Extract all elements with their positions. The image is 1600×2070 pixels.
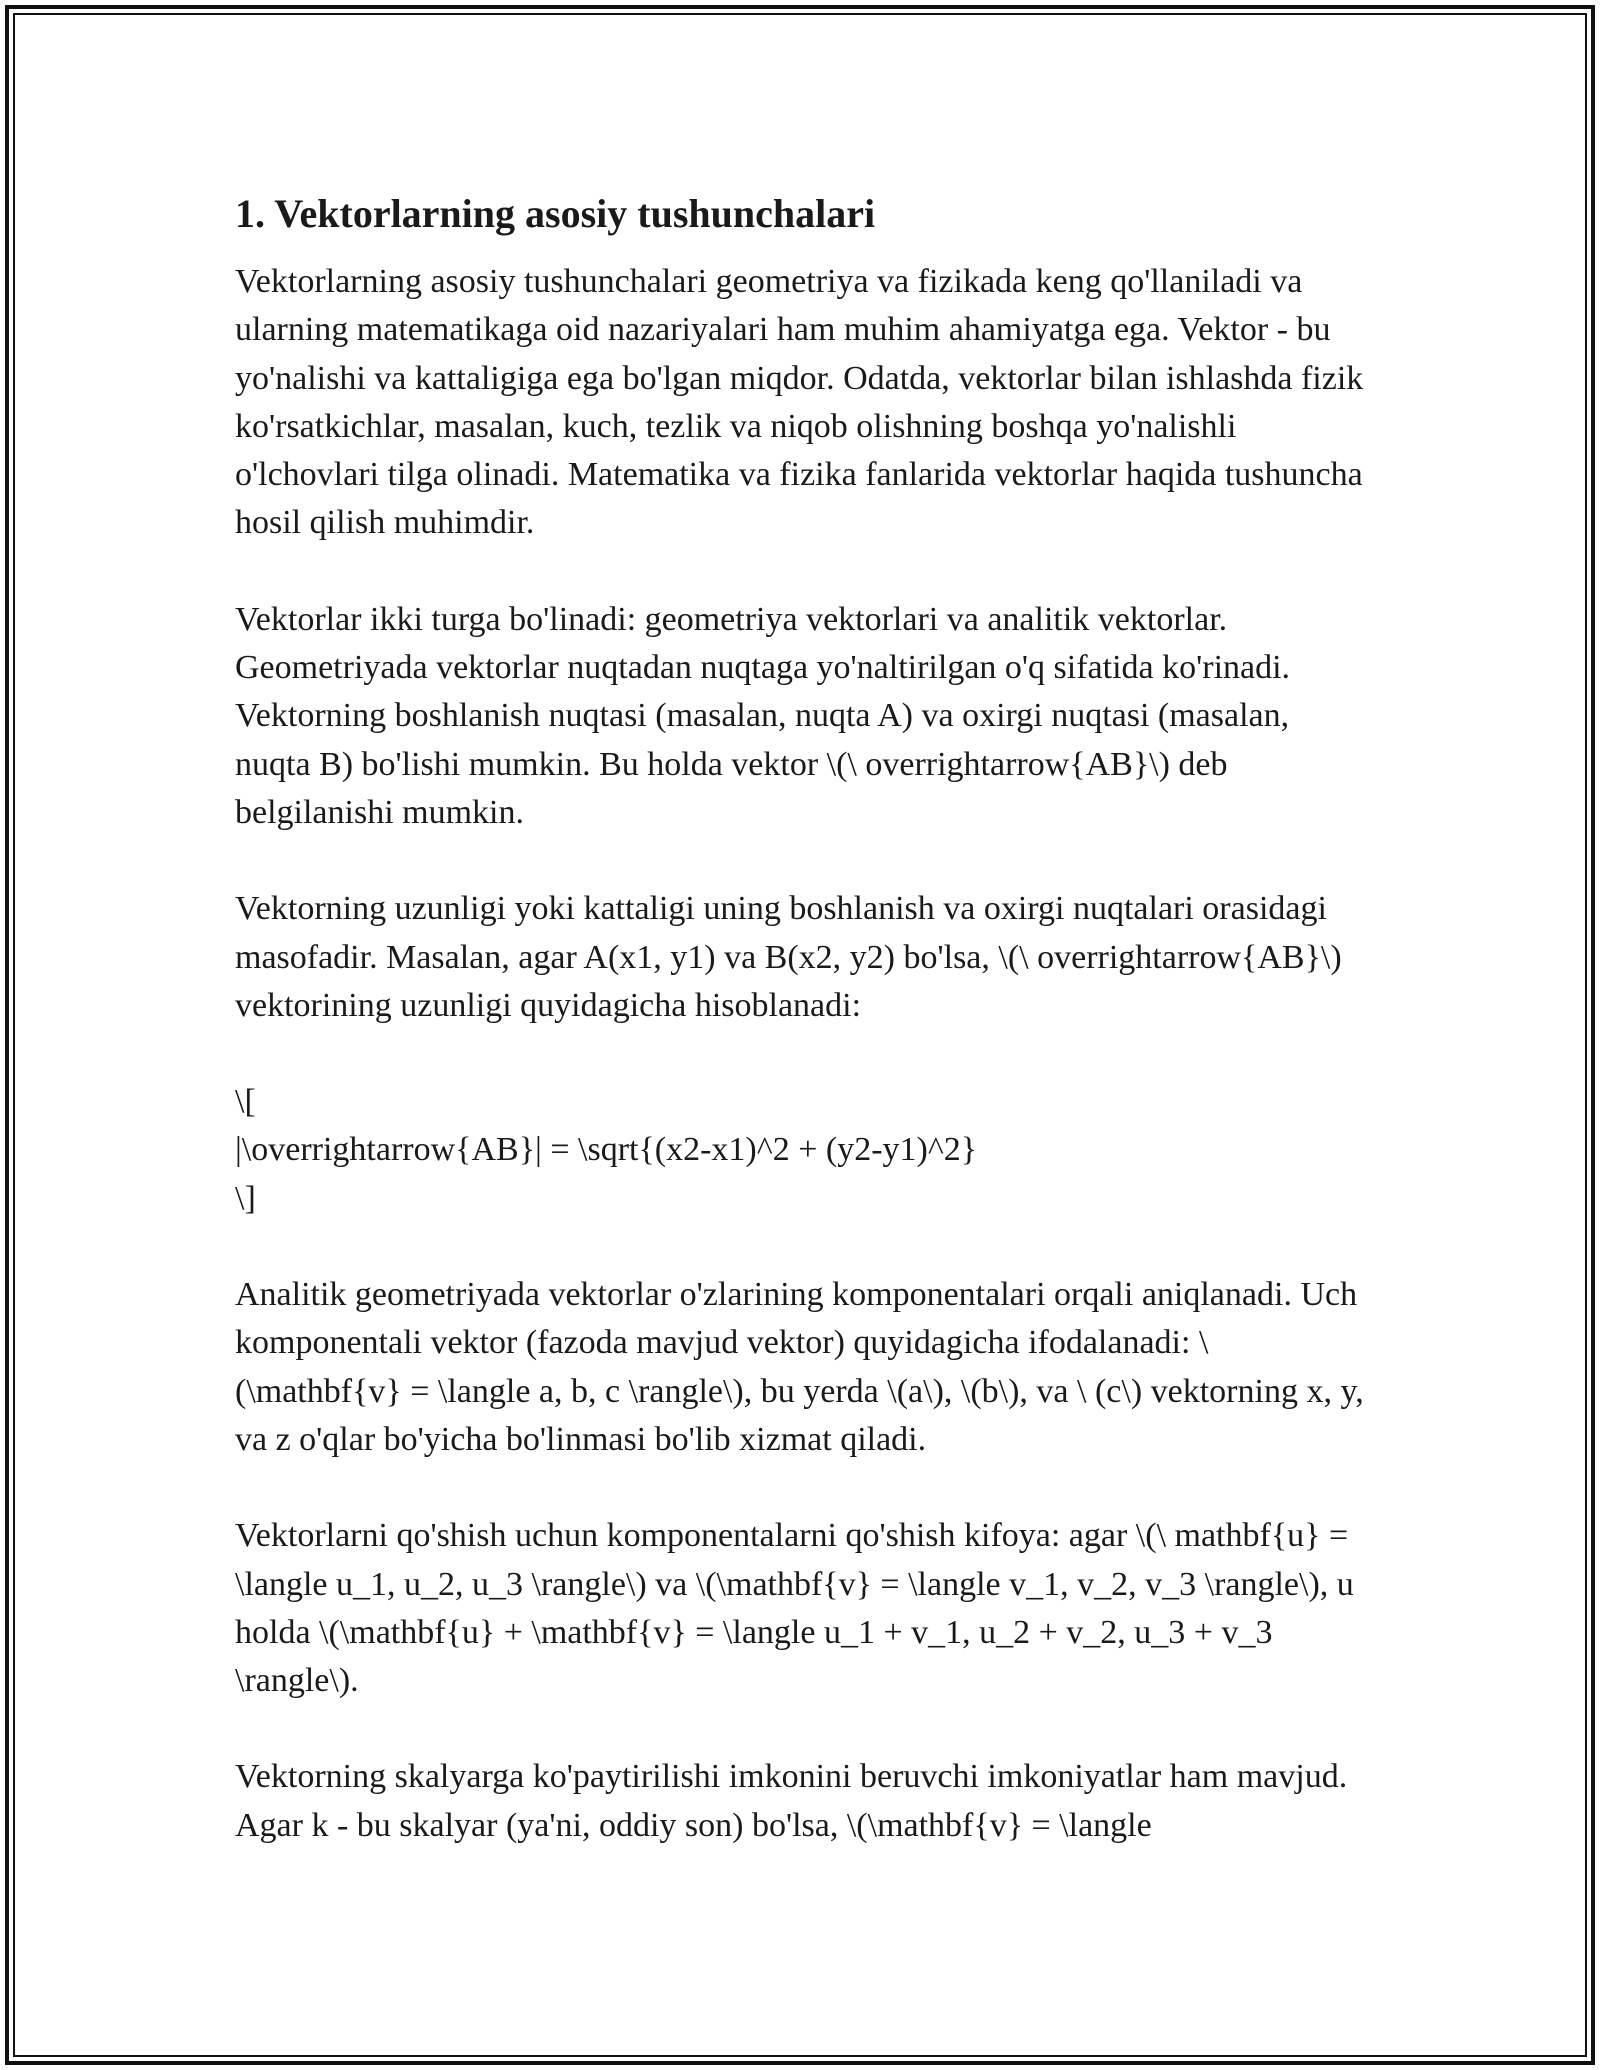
- length-formula: [235, 1078, 1365, 1223]
- section-heading: 1. Vektorlarning asosiy tushunchalari: [235, 191, 876, 236]
- paragraph-scalar-multiplication: Vektorning skalyarga ko'paytirilishi imkonini beruvchi imkoniyatlar ham mavjud. Agar k - bu skalyar (ya'ni, oddiy son) bo'lsa, \(\mathbf{v} = \langle: [235, 1758, 1348, 1844]
- paragraph-intro: Vektorlarning asosiy tushunchalari geometriya va fizikada keng qo'llaniladi va ularning matematikaga oid nazariyalari ham muhim ahamiyatga ega. Vektor - bu yo'nalishi va kattaligiga ega bo'lgan miqdor. Odatda, vektorlar bilan ishlashda fizik ko'rsatkichlar, masalan, kuch, tezlik va niqob olishning boshqa yo'nalishli o'lchovlari tilga olinadi. Matematika va fizika fanlarida vektorlar haqida tushuncha hosil qilish muhimdir.: [235, 263, 1364, 542]
- paragraph-vector-addition: Vektorlarni qo'shish uchun komponentalarni qo'shish kifoya: agar \(\ mathbf{u} = \langle u_1, u_2, u_3 \rangle\) va \(\mathbf{v} = \langle v_1, v_2, v_3 \rangle\), u holda \(\mathbf{u} + \mathbf{v} = \langle u_1 + v_1, u_2 + v_2, u_3 + v_3 \rangle\).: [235, 1517, 1354, 1700]
- paragraph-analytic: Analitik geometriyada vektorlar o'zlarining komponentalari orqali aniqlanadi. Uch komponentali vektor (fazoda mavjud vektor) quyidagicha ifodalanadi: \(\mathbf{v} = \langle a, b, c \rangle\), bu yerda \(a\), \(b\), va \ (c\) vektorning x, y, va z o'qlar bo'yicha bo'linmasi bo'lib xizmat qiladi.: [235, 1276, 1364, 1458]
- paragraph-vector-types: Vektorlar ikki turga bo'linadi: geometriya vektorlari va analitik vektorlar. Geometriyada vektorlar nuqtadan nuqtaga yo'naltirilgan o'q sifatida ko'rinadi. Vektorning boshlanish nuqtasi (masalan, nuqta A) va oxirgi nuqtasi (masalan, nuqta B) bo'lishi mumkin. Bu holda vektor \(\ overrightarrow{AB}\) deb belgilanishi mumkin.: [235, 600, 1291, 831]
- formula-body: |\overrightarrow{AB}| = \sqrt{(x2-x1)^2 + (y2-y1)^2}: [235, 1131, 978, 1169]
- formula-open: \[: [235, 1083, 256, 1121]
- formula-close: \]: [235, 1179, 256, 1217]
- document-body: [235, 188, 1365, 1898]
- paragraph-vector-length: Vektorning uzunligi yoki kattaligi uning boshlanish va oxirgi nuqtalari orasidagi masofadir. Masalan, agar A(x1, y1) va B(x2, y2) bo'lsa, \(\ overrightarrow{AB}\) vektorining uzunligi quyidagicha hisoblanadi:: [235, 890, 1342, 1024]
